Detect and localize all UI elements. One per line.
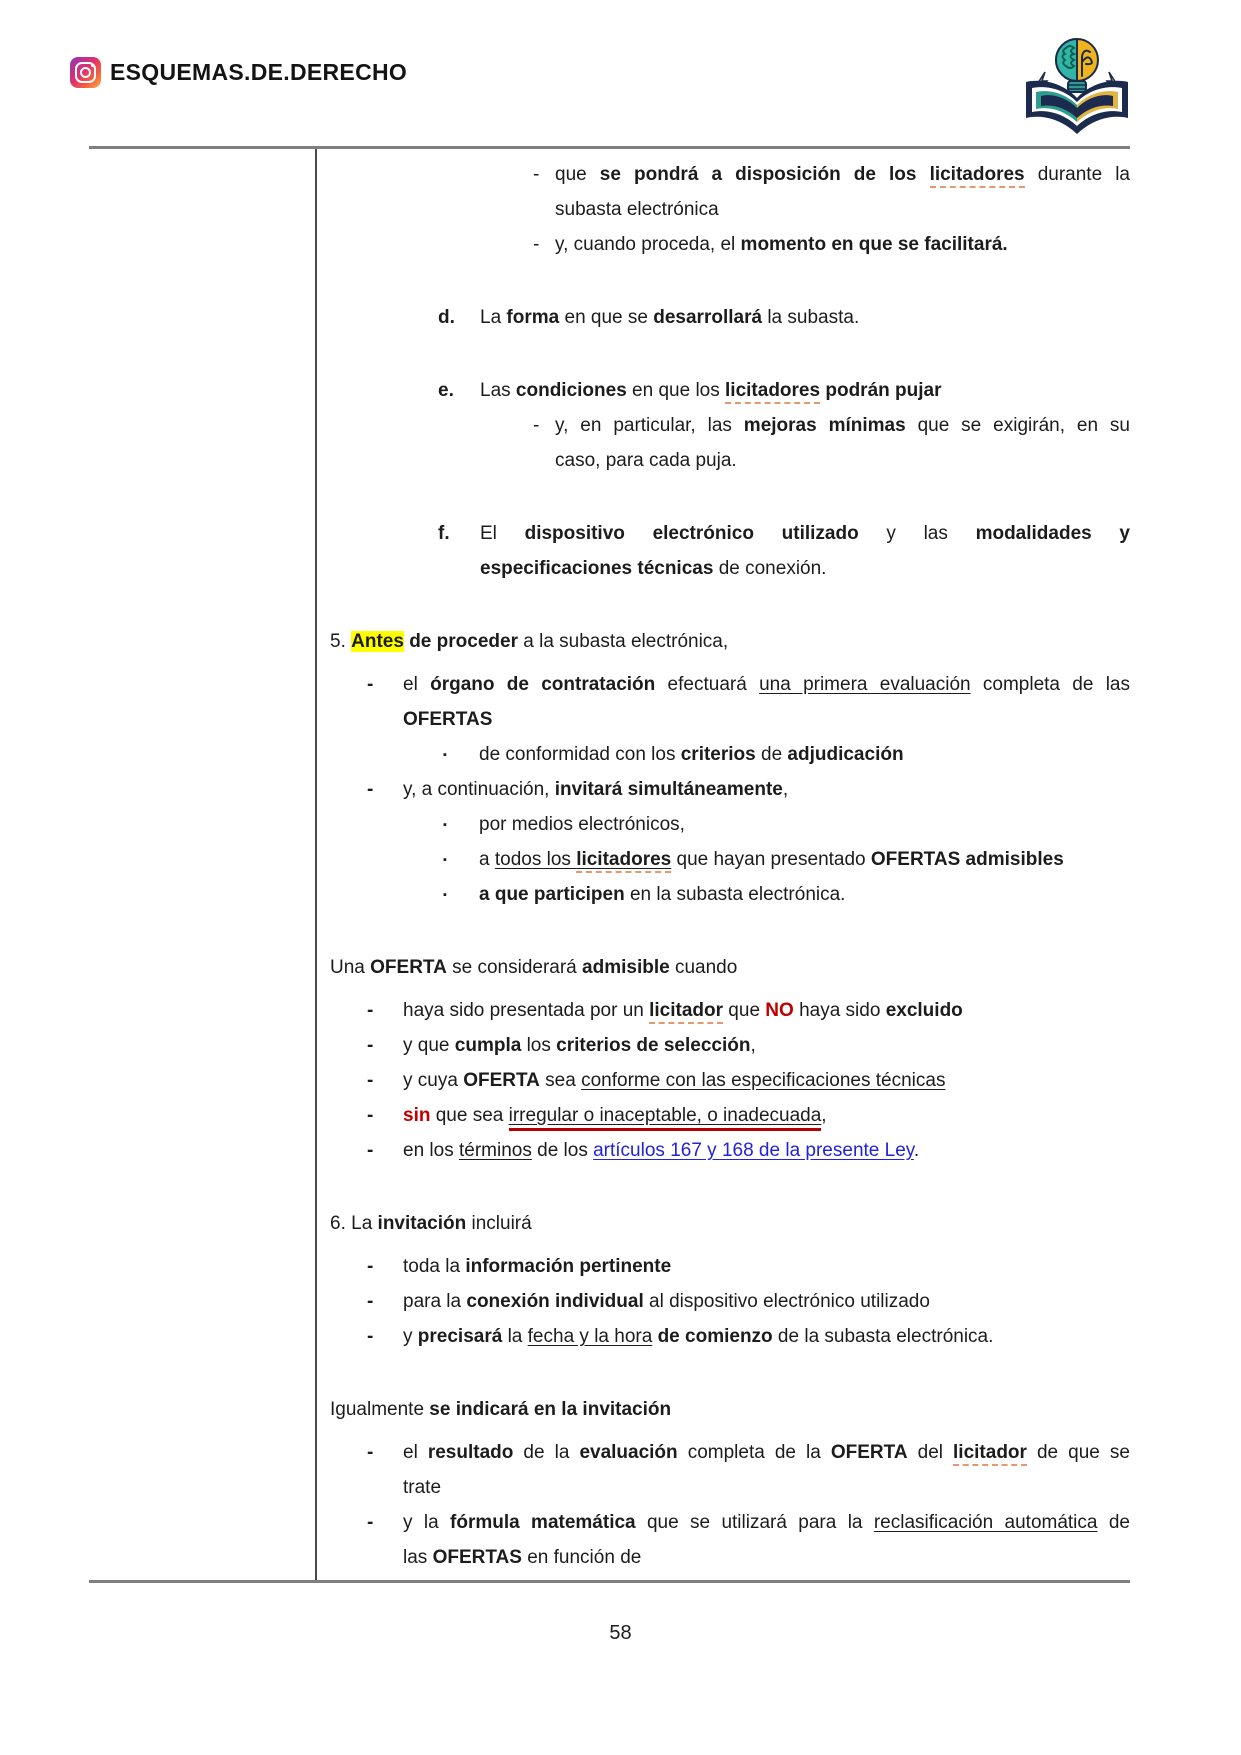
bullet-marker: ▪ [443, 819, 447, 831]
doc-line [330, 667, 1130, 702]
line-text: Las condiciones en que los licitadores podrán pujar [480, 380, 941, 404]
bullet-marker: ▪ [443, 854, 447, 866]
instagram-icon [70, 57, 101, 88]
bullet-marker: - [367, 1512, 374, 1533]
doc-line [330, 993, 1130, 1028]
line-text: especificaciones técnicas de conexión. [480, 558, 827, 579]
content-table [89, 146, 1130, 1583]
doc-line [330, 842, 1130, 877]
header [70, 57, 407, 88]
doc-line [330, 1098, 1130, 1133]
line-text: en los términos de los artículos 167 y 168 de la presente Ley. [403, 1140, 920, 1161]
bullet-marker: d. [438, 307, 455, 328]
bullet-marker: - [367, 1070, 374, 1091]
bullet-marker: - [367, 1326, 374, 1347]
bullet-marker: - [367, 1035, 374, 1056]
law-articles-link[interactable]: artículos 167 y 168 de la presente Ley [593, 1140, 914, 1161]
bullet-marker: ▪ [443, 889, 447, 901]
line-text: OFERTAS [403, 709, 493, 730]
bullet-marker: - [367, 1442, 374, 1463]
book-brain-bulb-logo [1018, 26, 1136, 142]
line-text: de conformidad con los criterios de adjudicación [479, 744, 904, 765]
doc-line [330, 807, 1130, 842]
line-text: toda la información pertinente [403, 1256, 672, 1277]
instagram-dot [91, 64, 94, 67]
line-text: y la fórmula matemática que se utilizará para la reclasificación automática de [403, 1512, 1130, 1533]
line-text: y, cuando proceda, el momento en que se facilitará. [555, 234, 1008, 255]
doc-line [330, 702, 1130, 737]
doc-line [330, 1540, 1130, 1575]
line-text: Una OFERTA se considerará admisible cuando [330, 957, 738, 978]
doc-line [330, 1392, 1130, 1427]
line-text: a todos los licitadores que hayan presentado OFERTAS admisibles [479, 849, 1064, 873]
doc-line [330, 624, 1130, 659]
bullet-marker: - [367, 1105, 374, 1126]
doc-lines [330, 157, 1130, 1575]
doc-line [330, 1133, 1130, 1168]
bullet-marker: e. [438, 380, 454, 401]
line-text: y precisará la fecha y la hora de comienzo de la subasta electrónica. [403, 1326, 994, 1347]
bullet-marker: - [533, 164, 540, 185]
line-text: trate [403, 1477, 442, 1498]
line-text: para la conexión individual al dispositivo electrónico utilizado [403, 1291, 930, 1312]
doc-line [330, 772, 1130, 807]
line-text: haya sido presentada por un licitador que NO haya sido excluido [403, 1000, 963, 1024]
bullet-marker: f. [438, 523, 450, 544]
bullet-marker: - [367, 674, 374, 695]
line-text: Igualmente se indicará en la invitación [330, 1399, 672, 1420]
doc-line [330, 1284, 1130, 1319]
bullet-marker: ▪ [443, 749, 447, 761]
doc-line [330, 877, 1130, 912]
doc-line [330, 1435, 1130, 1470]
line-text: que se pondrá a disposición de los licitadores durante la [555, 164, 1130, 188]
line-text: y, en particular, las mejoras mínimas que se exigirán, en su [555, 415, 1130, 436]
bullet-marker: - [367, 1256, 374, 1277]
doc-line [330, 373, 1130, 408]
bullet-marker: - [367, 779, 374, 800]
doc-line [330, 1249, 1130, 1284]
bullet-marker: - [533, 234, 540, 255]
line-text: el órgano de contratación efectuará una primera evaluación completa de las [403, 674, 1130, 695]
bullet-marker: - [367, 1291, 374, 1312]
doc-line [330, 1319, 1130, 1354]
line-text: subasta electrónica [555, 199, 719, 220]
doc-line [330, 516, 1130, 551]
line-text: caso, para cada puja. [555, 450, 737, 471]
doc-line [330, 1028, 1130, 1063]
line-text: 6. La invitación incluirá [330, 1213, 532, 1234]
doc-line [330, 1063, 1130, 1098]
line-text: por medios electrónicos, [479, 814, 685, 835]
line-text: sin que sea irregular o inaceptable, o inadecuada, [403, 1105, 827, 1131]
doc-line [330, 737, 1130, 772]
page-number: 58 [609, 1622, 632, 1644]
doc-line [330, 300, 1130, 335]
doc-line [330, 443, 1130, 478]
instagram-lens [80, 67, 91, 78]
doc-line [330, 950, 1130, 985]
line-text: 5. Antes de proceder a la subasta electrónica, [330, 631, 729, 652]
doc-line [330, 157, 1130, 192]
doc-line [330, 1206, 1130, 1241]
doc-line [330, 408, 1130, 443]
bullet-marker: - [367, 1000, 374, 1021]
brand-name: ESQUEMAS.DE.DERECHO [110, 59, 408, 85]
bullet-marker: - [533, 415, 540, 436]
line-text: La forma en que se desarrollará la subasta. [480, 307, 860, 328]
line-text: el resultado de la evaluación completa de la OFERTA del licitador de que se [403, 1442, 1130, 1466]
doc-line [330, 551, 1130, 586]
line-text: y cuya OFERTA sea conforme con las especificaciones técnicas [403, 1070, 946, 1091]
line-text: El dispositivo electrónico utilizado y las modalidades y [480, 523, 1130, 544]
doc-line [330, 227, 1130, 262]
doc-line [330, 192, 1130, 227]
line-text: las OFERTAS en función de [403, 1547, 642, 1568]
doc-line [330, 1470, 1130, 1505]
table-column-divider [315, 149, 317, 1580]
line-text: a que participen en la subasta electrónica. [479, 884, 846, 905]
bullet-marker: - [367, 1140, 374, 1161]
line-text: y, a continuación, invitará simultáneamente, [403, 779, 789, 800]
line-text: y que cumpla los criterios de selección, [403, 1035, 756, 1056]
doc-line [330, 1505, 1130, 1540]
